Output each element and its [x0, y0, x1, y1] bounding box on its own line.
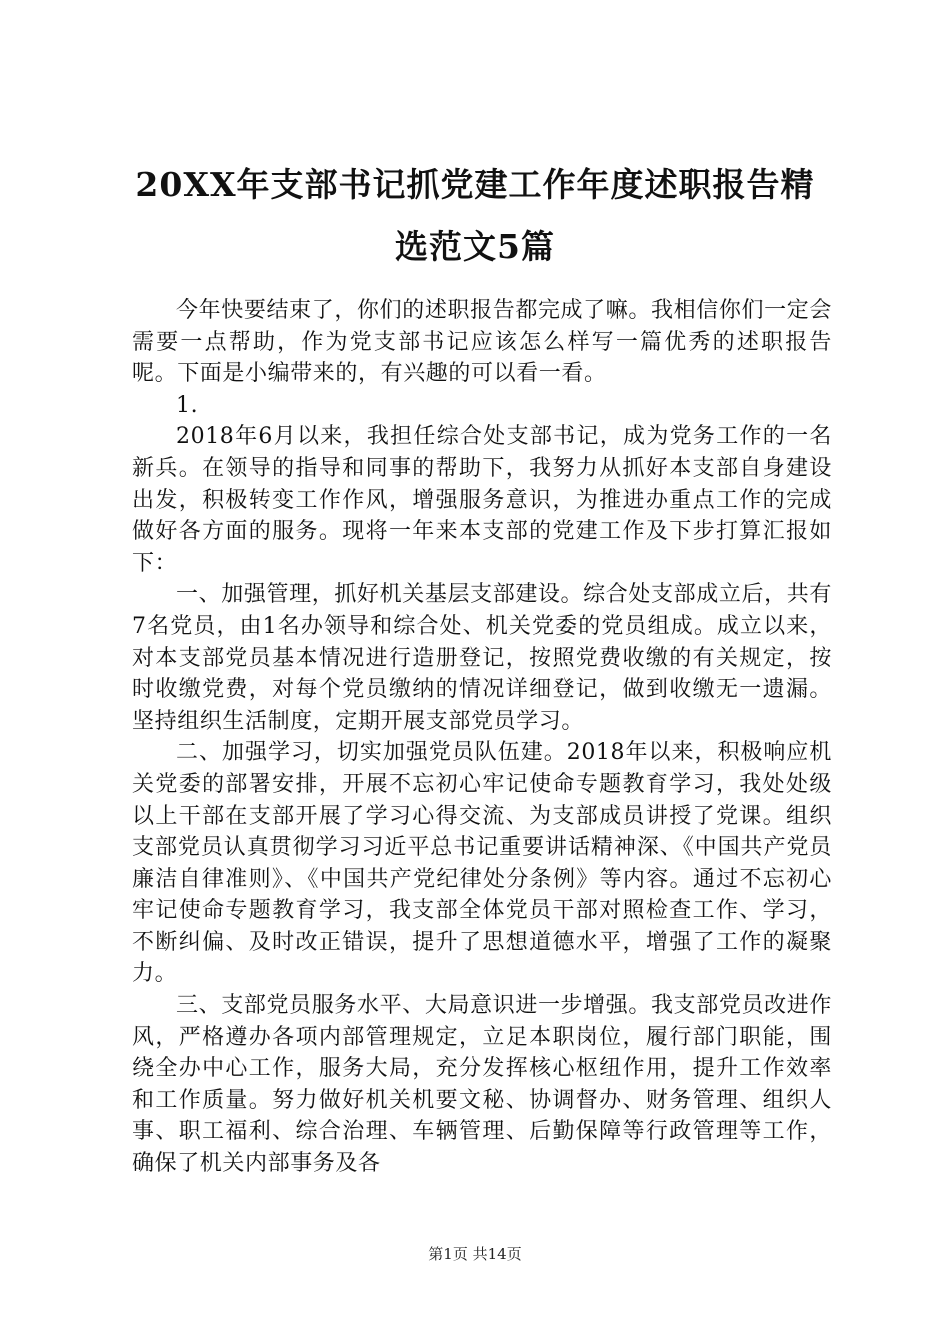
- paragraph-intro: 今年快要结束了，你们的述职报告都完成了嘛。我相信你们一定会需要一点帮助，作为党支部书记应该怎么样写一篇优秀的述职报告呢。下面是小编带来的，有兴趣的可以看一看。: [132, 298, 832, 387]
- document-body: [132, 295, 832, 1180]
- paragraph-point-one: 一、加强管理，抓好机关基层支部建设。综合处支部成立后，共有7名党员，由1名办领导和综合处、机关党委的党员组成。成立以来，对本支部党员基本情况进行造册登记，按照党费收缴的有关规定，按时收缴党费，对每个党员缴纳的情况详细登记，做到收缴无一遗漏。坚持组织生活制度，定期开展支部党员学习。: [132, 582, 832, 734]
- paragraph-point-two: 二、加强学习，切实加强党员队伍建。2018年以来，积极响应机关党委的部署安排，开展不忘初心牢记使命专题教育学习，我处处级以上干部在支部开展了学习心得交流、为支部成员讲授了党课。组织支部党员认真贯彻学习习近平总书记重要讲话精神深、《中国共产党员廉洁自律准则》、《中国共产党纪律处分条例》等内容。通过不忘初心牢记使命专题教育学习，我支部全体党员干部对照检查工作、学习，不断纠偏、及时改正错误，提升了思想道德水平，增强了工作的凝聚力。: [132, 740, 832, 987]
- document-title-line-1: 20XX年支部书记抓党建工作年度述职报告精: [135, 165, 815, 204]
- paragraph-overview: 2018年6月以来，我担任综合处支部书记，成为党务工作的一名新兵。在领导的指导和同事的帮助下，我努力从抓好本支部自身建设出发，积极转变工作作风，增强服务意识，为推进办重点工作的完成做好各方面的服务。现将一年来本支部的党建工作及下步打算汇报如下：: [132, 424, 832, 576]
- paragraph-section-number: 1.: [176, 392, 199, 418]
- page-footer: 第1页 共14页: [428, 1245, 522, 1263]
- document-title-line-2: 选范文5篇: [395, 227, 555, 266]
- paragraph-point-three: 三、支部党员服务水平、大局意识进一步增强。我支部党员改进作风，严格遵办各项内部管理规定，立足本职岗位，履行部门职能，围绕全办中心工作，服务大局，充分发挥核心枢纽作用，提升工作效率和工作质量。努力做好机关机要文秘、协调督办、财务管理、组织人事、职工福利、综合治理、车辆管理、后勤保障等行政管理等工作，确保了机关内部事务及各: [132, 993, 832, 1177]
